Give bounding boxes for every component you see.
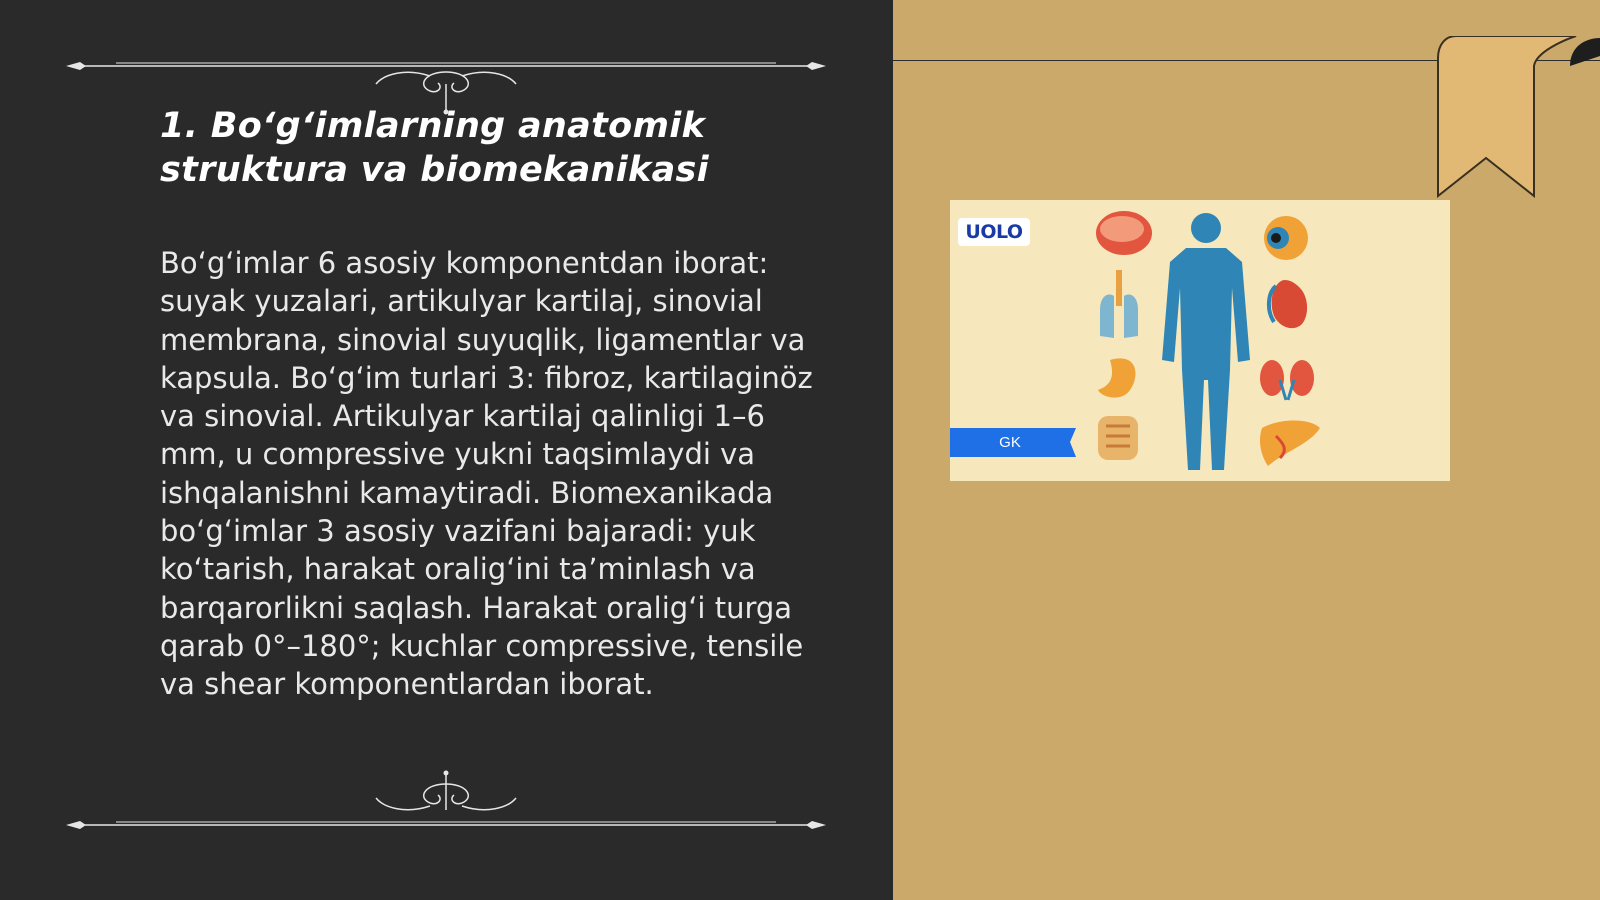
intestine-icon (1098, 416, 1138, 460)
lungs-icon (1100, 270, 1138, 338)
liver-icon (1260, 421, 1320, 467)
stomach-icon (1098, 358, 1135, 397)
brain-icon (1096, 211, 1152, 255)
bookmark-decoration (1436, 36, 1600, 198)
bottom-ornament-divider (66, 770, 826, 832)
gk-banner-label: GK (999, 434, 1021, 451)
heart-icon (1269, 280, 1307, 328)
slide-body-text: Bo‘g‘imlar 6 asosiy komponentdan iborat: suyak yuzalari, artikulyar kartilaj, sinovial membrana, sinovial suyuqlik, ligamentlar va kapsula. Bo‘g‘im turlari 3: fibroz, kartilaginöz va sinovial. Artikulyar kartilaj qalinligi 1–6 mm, u compressive yukni taqsimlaydi va ishqalanishni kamaytiradi. Biomexanikada bo‘g‘imlar 3 asosiy vazifani bajaradi: yuk ko‘tarish, harakat oralig‘ini ta’minlash va barqarorlikni saqlash. Harakat oralig‘i turga qarab 0°–180°; kuchlar compressive, tensile va shear komponentlardan iborat. (160, 246, 813, 702)
uolo-logo: UOLO (958, 218, 1030, 246)
human-organs-illustration (950, 200, 1450, 481)
kidneys-icon (1260, 360, 1314, 400)
slide-title: 1. Bo‘g‘imlarning anatomik struktura va biomekanikasi (160, 106, 709, 190)
eye-icon (1264, 216, 1308, 260)
human-body-icon (1162, 213, 1250, 470)
